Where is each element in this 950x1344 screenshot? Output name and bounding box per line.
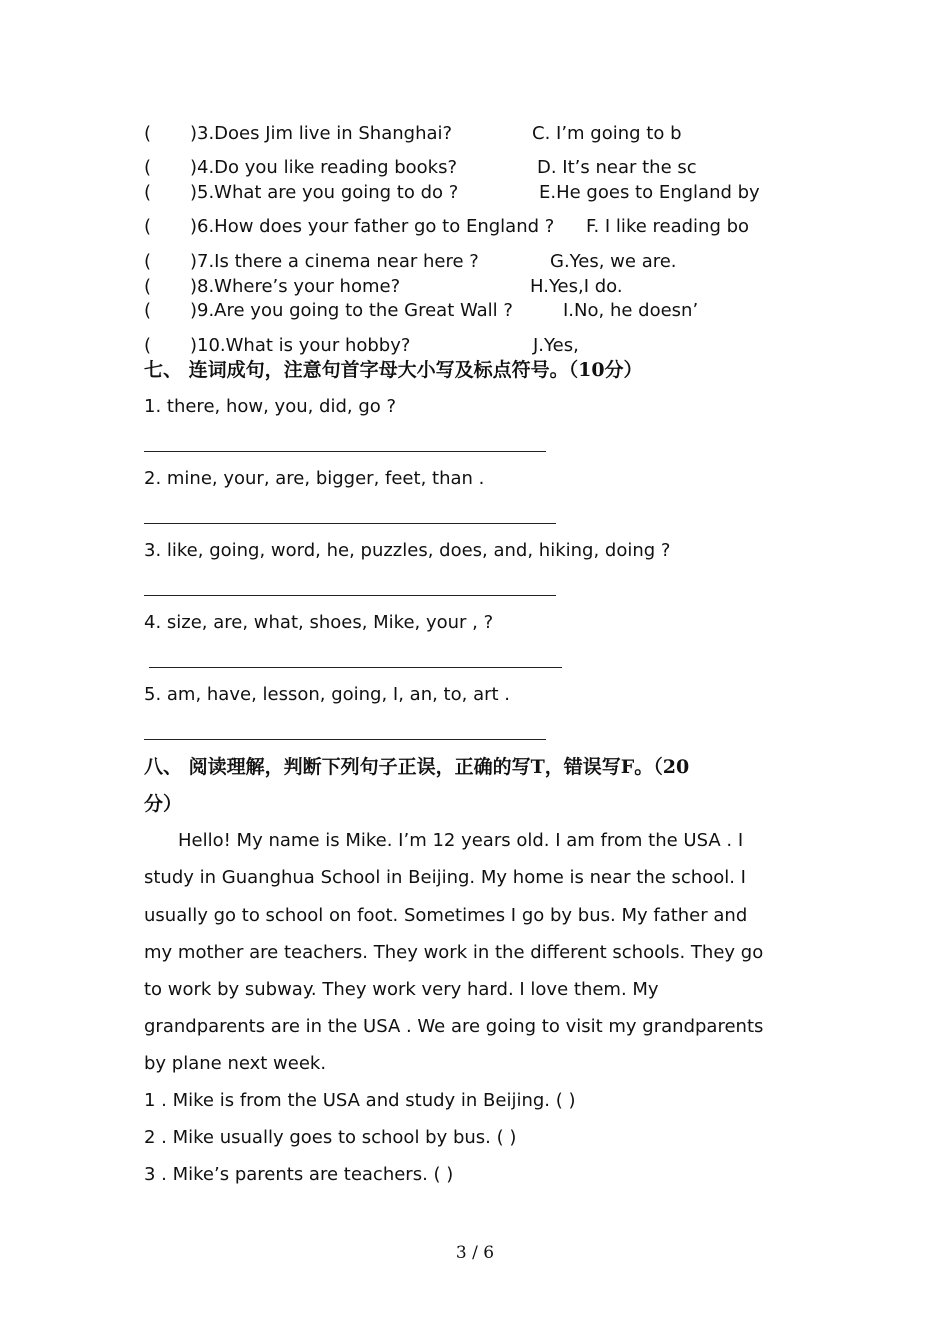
true-false-question: 2 . Mike usually goes to school by bus. ( ) xyxy=(144,1127,517,1148)
answer-paren-open: ( xyxy=(144,157,152,178)
question-text: 6.How does your father go to England ? xyxy=(197,216,555,237)
answer-option: I.No, he doesn’ xyxy=(563,300,699,321)
answer-paren-close: ) xyxy=(190,182,198,203)
answer-option: G.Yes, we are. xyxy=(550,251,677,272)
answer-paren-close: ) xyxy=(190,157,198,178)
answer-paren-close: ) xyxy=(190,300,198,321)
section-eight-heading: 八、 阅读理解，判断下列句子正误，正确的写T，错误写F。（20 xyxy=(144,756,690,778)
question-text: 8.Where’s your home? xyxy=(197,276,401,297)
section-seven-heading: 七、 连词成句，注意句首字母大小写及标点符号。（10分） xyxy=(144,359,643,381)
answer-option: J.Yes, xyxy=(533,335,579,356)
answer-option: F. I like reading bo xyxy=(586,216,750,237)
answer-paren-open: ( xyxy=(144,335,152,356)
question-text: 9.Are you going to the Great Wall ? xyxy=(197,300,513,321)
reorder-item: 2. mine, your, are, bigger, feet, than . xyxy=(144,468,485,489)
answer-option: E.He goes to England by xyxy=(539,182,760,203)
section-eight-heading-cont: 分） xyxy=(144,793,183,815)
answer-paren-open: ( xyxy=(144,216,152,237)
passage-line: by plane next week. xyxy=(144,1053,327,1074)
answer-paren-open: ( xyxy=(144,182,152,203)
true-false-question: 3 . Mike’s parents are teachers. ( ) xyxy=(144,1164,454,1185)
answer-paren-close: ) xyxy=(190,216,198,237)
reorder-item: 3. like, going, word, he, puzzles, does, and, hiking, doing ? xyxy=(144,540,671,561)
reorder-item: 5. am, have, lesson, going, I, an, to, art . xyxy=(144,684,511,705)
reorder-item: 4. size, are, what, shoes, Mike, your , ? xyxy=(144,612,494,633)
passage-line: to work by subway. They work very hard. I love them. My xyxy=(144,979,659,1000)
answer-paren-open: ( xyxy=(144,123,152,144)
passage-line: my mother are teachers. They work in the different schools. They go xyxy=(144,942,764,963)
answer-line xyxy=(149,667,562,668)
answer-line xyxy=(144,451,546,452)
answer-paren-close: ) xyxy=(190,276,198,297)
answer-line xyxy=(144,739,546,740)
question-text: 3.Does Jim live in Shanghai? xyxy=(197,123,453,144)
true-false-question: 1 . Mike is from the USA and study in Beijing. ( ) xyxy=(144,1090,576,1111)
passage-line: usually go to school on foot. Sometimes I go by bus. My father and xyxy=(144,905,748,926)
answer-option: D. It’s near the sc xyxy=(537,157,697,178)
question-text: 7.Is there a cinema near here ? xyxy=(197,251,479,272)
answer-line xyxy=(144,523,556,524)
question-text: 5.What are you going to do ? xyxy=(197,182,459,203)
answer-paren-open: ( xyxy=(144,251,152,272)
passage-line: grandparents are in the USA . We are going to visit my grandparents xyxy=(144,1016,764,1037)
answer-option: C. I’m going to b xyxy=(532,123,682,144)
answer-paren-close: ) xyxy=(190,335,198,356)
answer-paren-close: ) xyxy=(190,123,198,144)
page-number: 3 / 6 xyxy=(455,1243,495,1263)
question-text: 10.What is your hobby? xyxy=(197,335,411,356)
answer-paren-close: ) xyxy=(190,251,198,272)
question-text: 4.Do you like reading books? xyxy=(197,157,458,178)
answer-line xyxy=(144,595,556,596)
answer-paren-open: ( xyxy=(144,300,152,321)
passage-line: study in Guanghua School in Beijing. My home is near the school. I xyxy=(144,867,746,888)
answer-option: H.Yes,I do. xyxy=(530,276,623,297)
answer-paren-open: ( xyxy=(144,276,152,297)
reorder-item: 1. there, how, you, did, go ? xyxy=(144,396,397,417)
passage-line: Hello! My name is Mike. I’m 12 years old. I am from the USA . I xyxy=(178,830,744,851)
